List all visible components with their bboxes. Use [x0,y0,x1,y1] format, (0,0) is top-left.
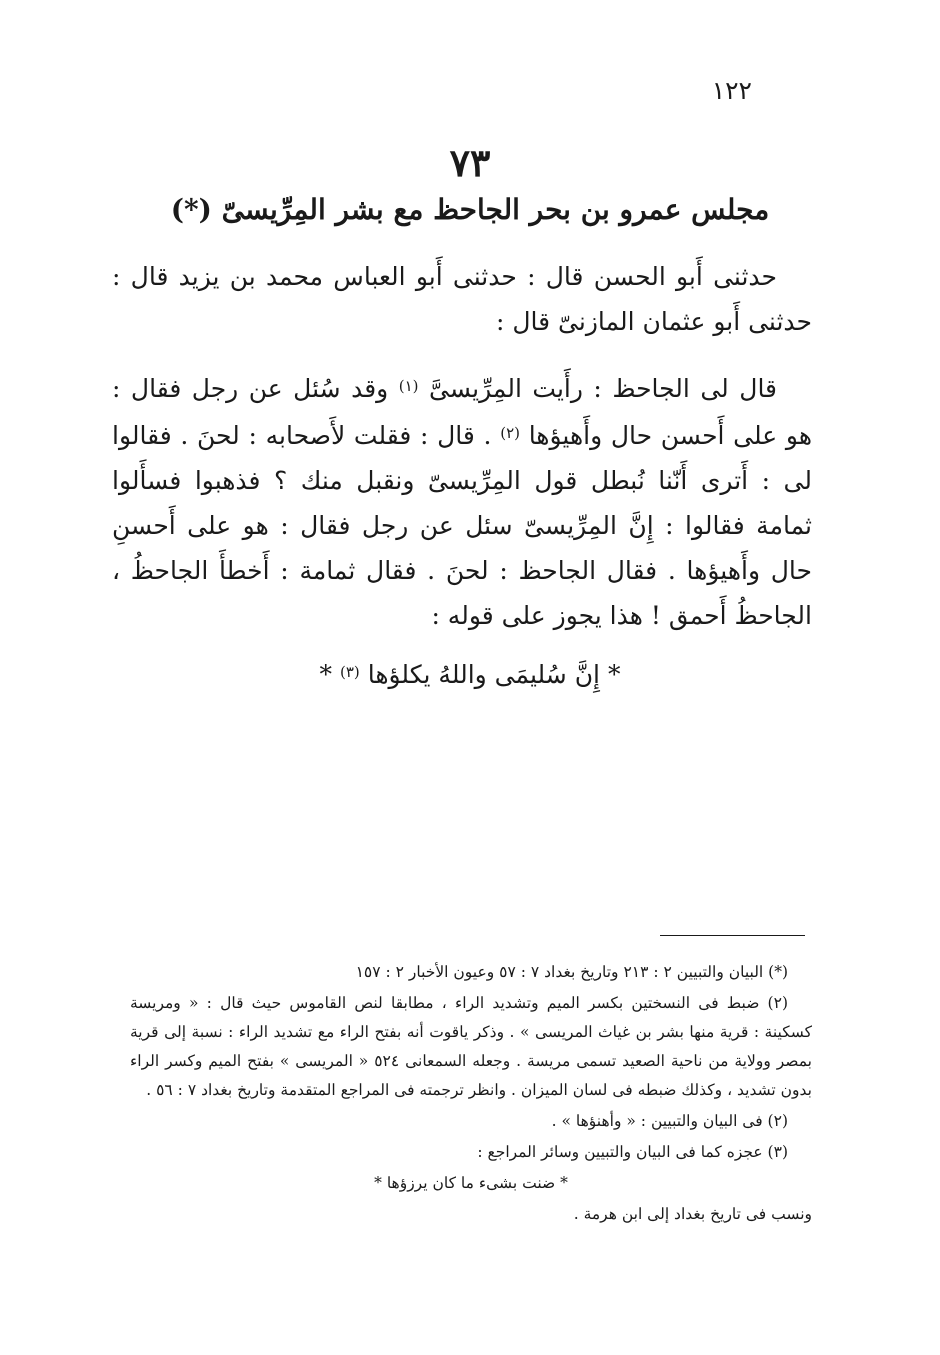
footnote-1: (٢) ضبط فى النسختين بكسر الميم وتشديد الراء ، مطابقا لنص القاموس حيث قال : « ومريسة كسكينة : قرية منها بشر بن غياث المريسى » . وذكر ياقوت أنه بفتح الراء مع تشديد الراء : نسبة إلى قرية بمصر وولاية من ناحية الصعيد تسمى مريسة . وجعله السمعانى ٥٢٤ « المريسى » بفتح الميم وكسر الراء بدون تشديد ، وكذلك ضبطه فى لسان الميزان . وانظر ترجمته فى المراجع المتقدمة وتاريخ بغداد ٧ : ٥٦ . [130,994,812,1099]
footnote-divider [660,935,805,936]
chapter-number: ٧٣ [449,140,491,185]
narrative-text-part-2: وقد سُئل عن رجل فقال : هو على أَحسن حال وأَهيؤها [112,374,813,450]
isnad-paragraph: حدثنى أَبو الحسن قال : حدثنى أَبو العباس محمد بن يزيد قال : حدثنى أَبو عثمان المازنىّ قال : [112,262,812,336]
footnote-3-verse: * ضنت بشىء ما كان يرزؤها * [374,1174,568,1192]
footnote-2: (٢) فى البيان والتبيين : « وأهنؤها » . [551,1112,788,1130]
narrative-paragraph [112,364,812,638]
footnote-ref-2: (٢) [500,424,520,442]
page-number: ١٢٢ [711,76,752,105]
verse-line [0,660,940,689]
narrative-text-part-1: قال لى الجاحظ : رأَيت المِرِّيسىَّ [429,374,778,403]
footnote-3: (٣) عجزه كما فى البيان والتبيين وسائر المراجع : [477,1143,788,1161]
verse-text: * إِنَّ سُليمَى واللهُ يكلؤها [367,660,621,689]
footnotes-section [130,958,812,1229]
footnote-ref-3: (٣) [339,663,360,681]
narrative-text-part-3: . قال : فقلت لأَصحابه : لحنَ . فقالوا لى : أَترى أَنّنا نُبطل قول المِرِّيسىّ ونقبل منك ؟ فذهبوا فسأَلوا ثمامة فقالوا : إِنَّ المِرِّيسىّ سئل عن رجل فقال : هو على أَحسنِ حال وأَهيؤها . فقال الجاحظ : لحنَ . فقال ثمامة : أَخطأَ الجاحظُ ، الجاحظُ أَحمق ! هذا يجوز على قوله : [112,421,812,630]
footnote-star: (*) البيان والتبيين ٢ : ٢١٣ وتاريخ بغداد ٧ : ٥٧ وعيون الأخبار ٢ : ١٥٧ [355,963,788,981]
footnote-ref-1: (١) [398,377,419,395]
footnote-3-continuation: ونسب فى تاريخ بغداد إلى ابن هرمة . [573,1205,812,1223]
verse-end-mark: * [319,660,333,689]
chapter-title: مجلس عمرو بن بحر الجاحظ مع بشر المِرِّيسىّ (*) [170,193,770,226]
